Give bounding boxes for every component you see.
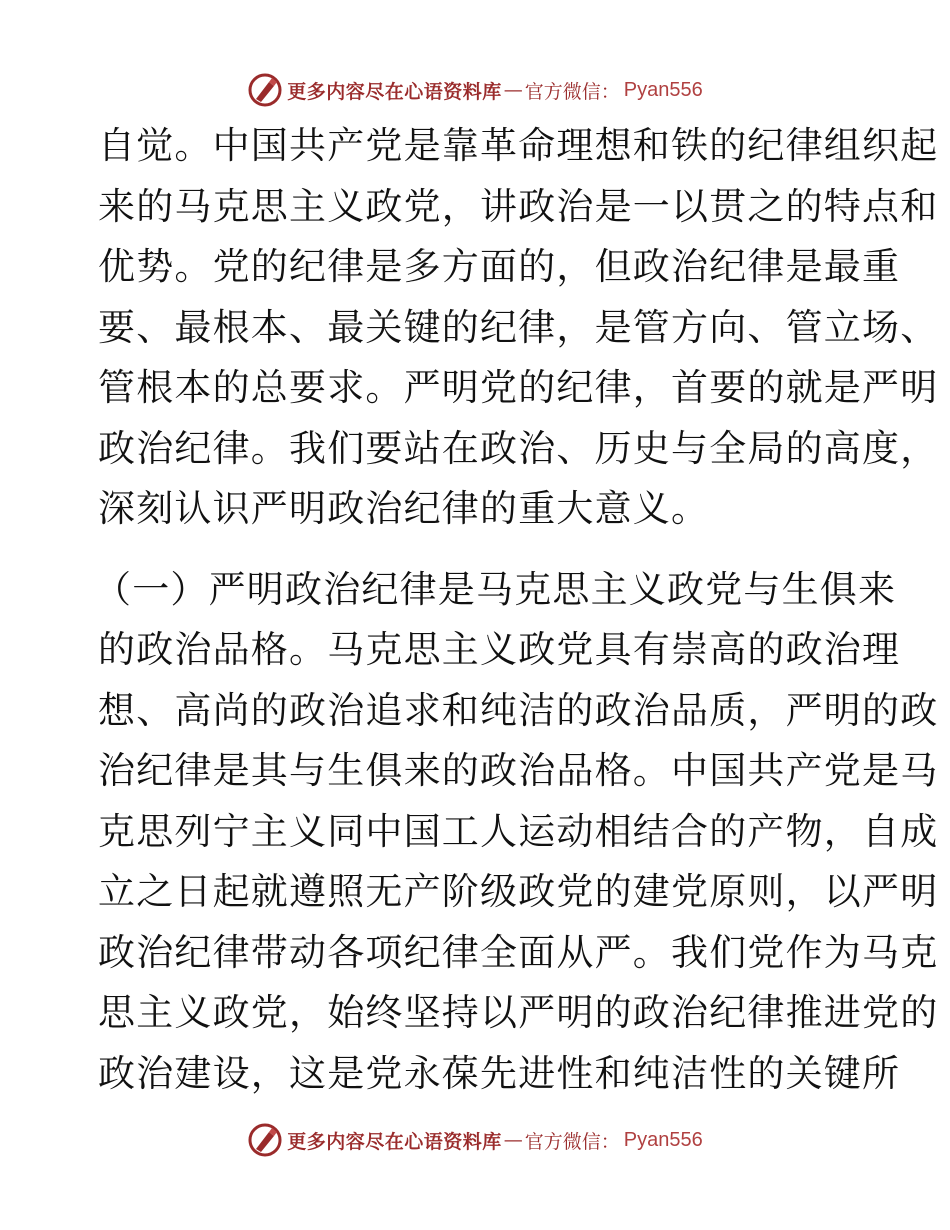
- text-line: 克思列宁主义同中国工人运动相结合的产物，自成: [98, 809, 939, 853]
- text-line: 管根本的总要求。严明党的纪律，首要的就是严明: [98, 366, 939, 409]
- watermark-wechat-id: Pyan556: [623, 1128, 703, 1151]
- text-line: 政治建设，这是党永葆先进性和纯洁性的关键所: [98, 1051, 901, 1095]
- text-line: 治纪律是其与生俱来的政治品格。中国共产党是马: [98, 749, 939, 792]
- watermark-wechat-id: Pyan556: [623, 78, 703, 101]
- header-watermark: [0, 70, 950, 110]
- text-line: 自觉。中国共产党是靠革命理想和铁的纪律组织起: [98, 124, 939, 167]
- watermark-text: 更多内容尽在心语资料库: [287, 1130, 502, 1153]
- footer-watermark: [0, 1120, 950, 1160]
- paragraph: [94, 560, 939, 1105]
- watermark-text: 更多内容尽在心语资料库: [287, 80, 502, 103]
- text-line: 来的马克思主义政党，讲政治是一以贯之的特点和: [98, 184, 939, 228]
- text-line: 优势。党的纪律是多方面的，但政治纪律是最重: [98, 245, 901, 288]
- watermark-wechat-label: 官方微信：: [524, 80, 620, 103]
- text-line: 政治纪律。我们要站在政治、历史与全局的高度，: [98, 426, 939, 470]
- text-line: 想、高尚的政治追求和纯洁的政治品质，严明的政: [98, 688, 939, 732]
- document-body: [94, 116, 939, 1104]
- paragraph: [98, 116, 939, 540]
- pen-circle-logo-icon: [247, 1122, 283, 1158]
- pen-circle-logo-icon: [247, 72, 283, 108]
- text-line: 要、最根本、最关键的纪律，是管方向、管立场、: [98, 305, 939, 349]
- text-line: 思主义政党，始终坚持以严明的政治纪律推进党的: [98, 991, 939, 1034]
- text-line: 深刻认识严明政治纪律的重大意义。: [98, 487, 710, 530]
- watermark-separator: —: [503, 79, 523, 101]
- text-line: 政治纪律带动各项纪律全面从严。我们党作为马克: [98, 930, 939, 974]
- watermark-wechat-label: 官方微信：: [524, 1130, 620, 1153]
- watermark-separator: —: [503, 1129, 523, 1151]
- text-line: 的政治品格。马克思主义政党具有崇高的政治理: [98, 628, 901, 671]
- text-line: （一）严明政治纪律是马克思主义政党与生俱来: [94, 567, 897, 611]
- text-line: 立之日起就遵照无产阶级政党的建党原则，以严明: [98, 870, 939, 913]
- paragraph-gap: [98, 540, 858, 560]
